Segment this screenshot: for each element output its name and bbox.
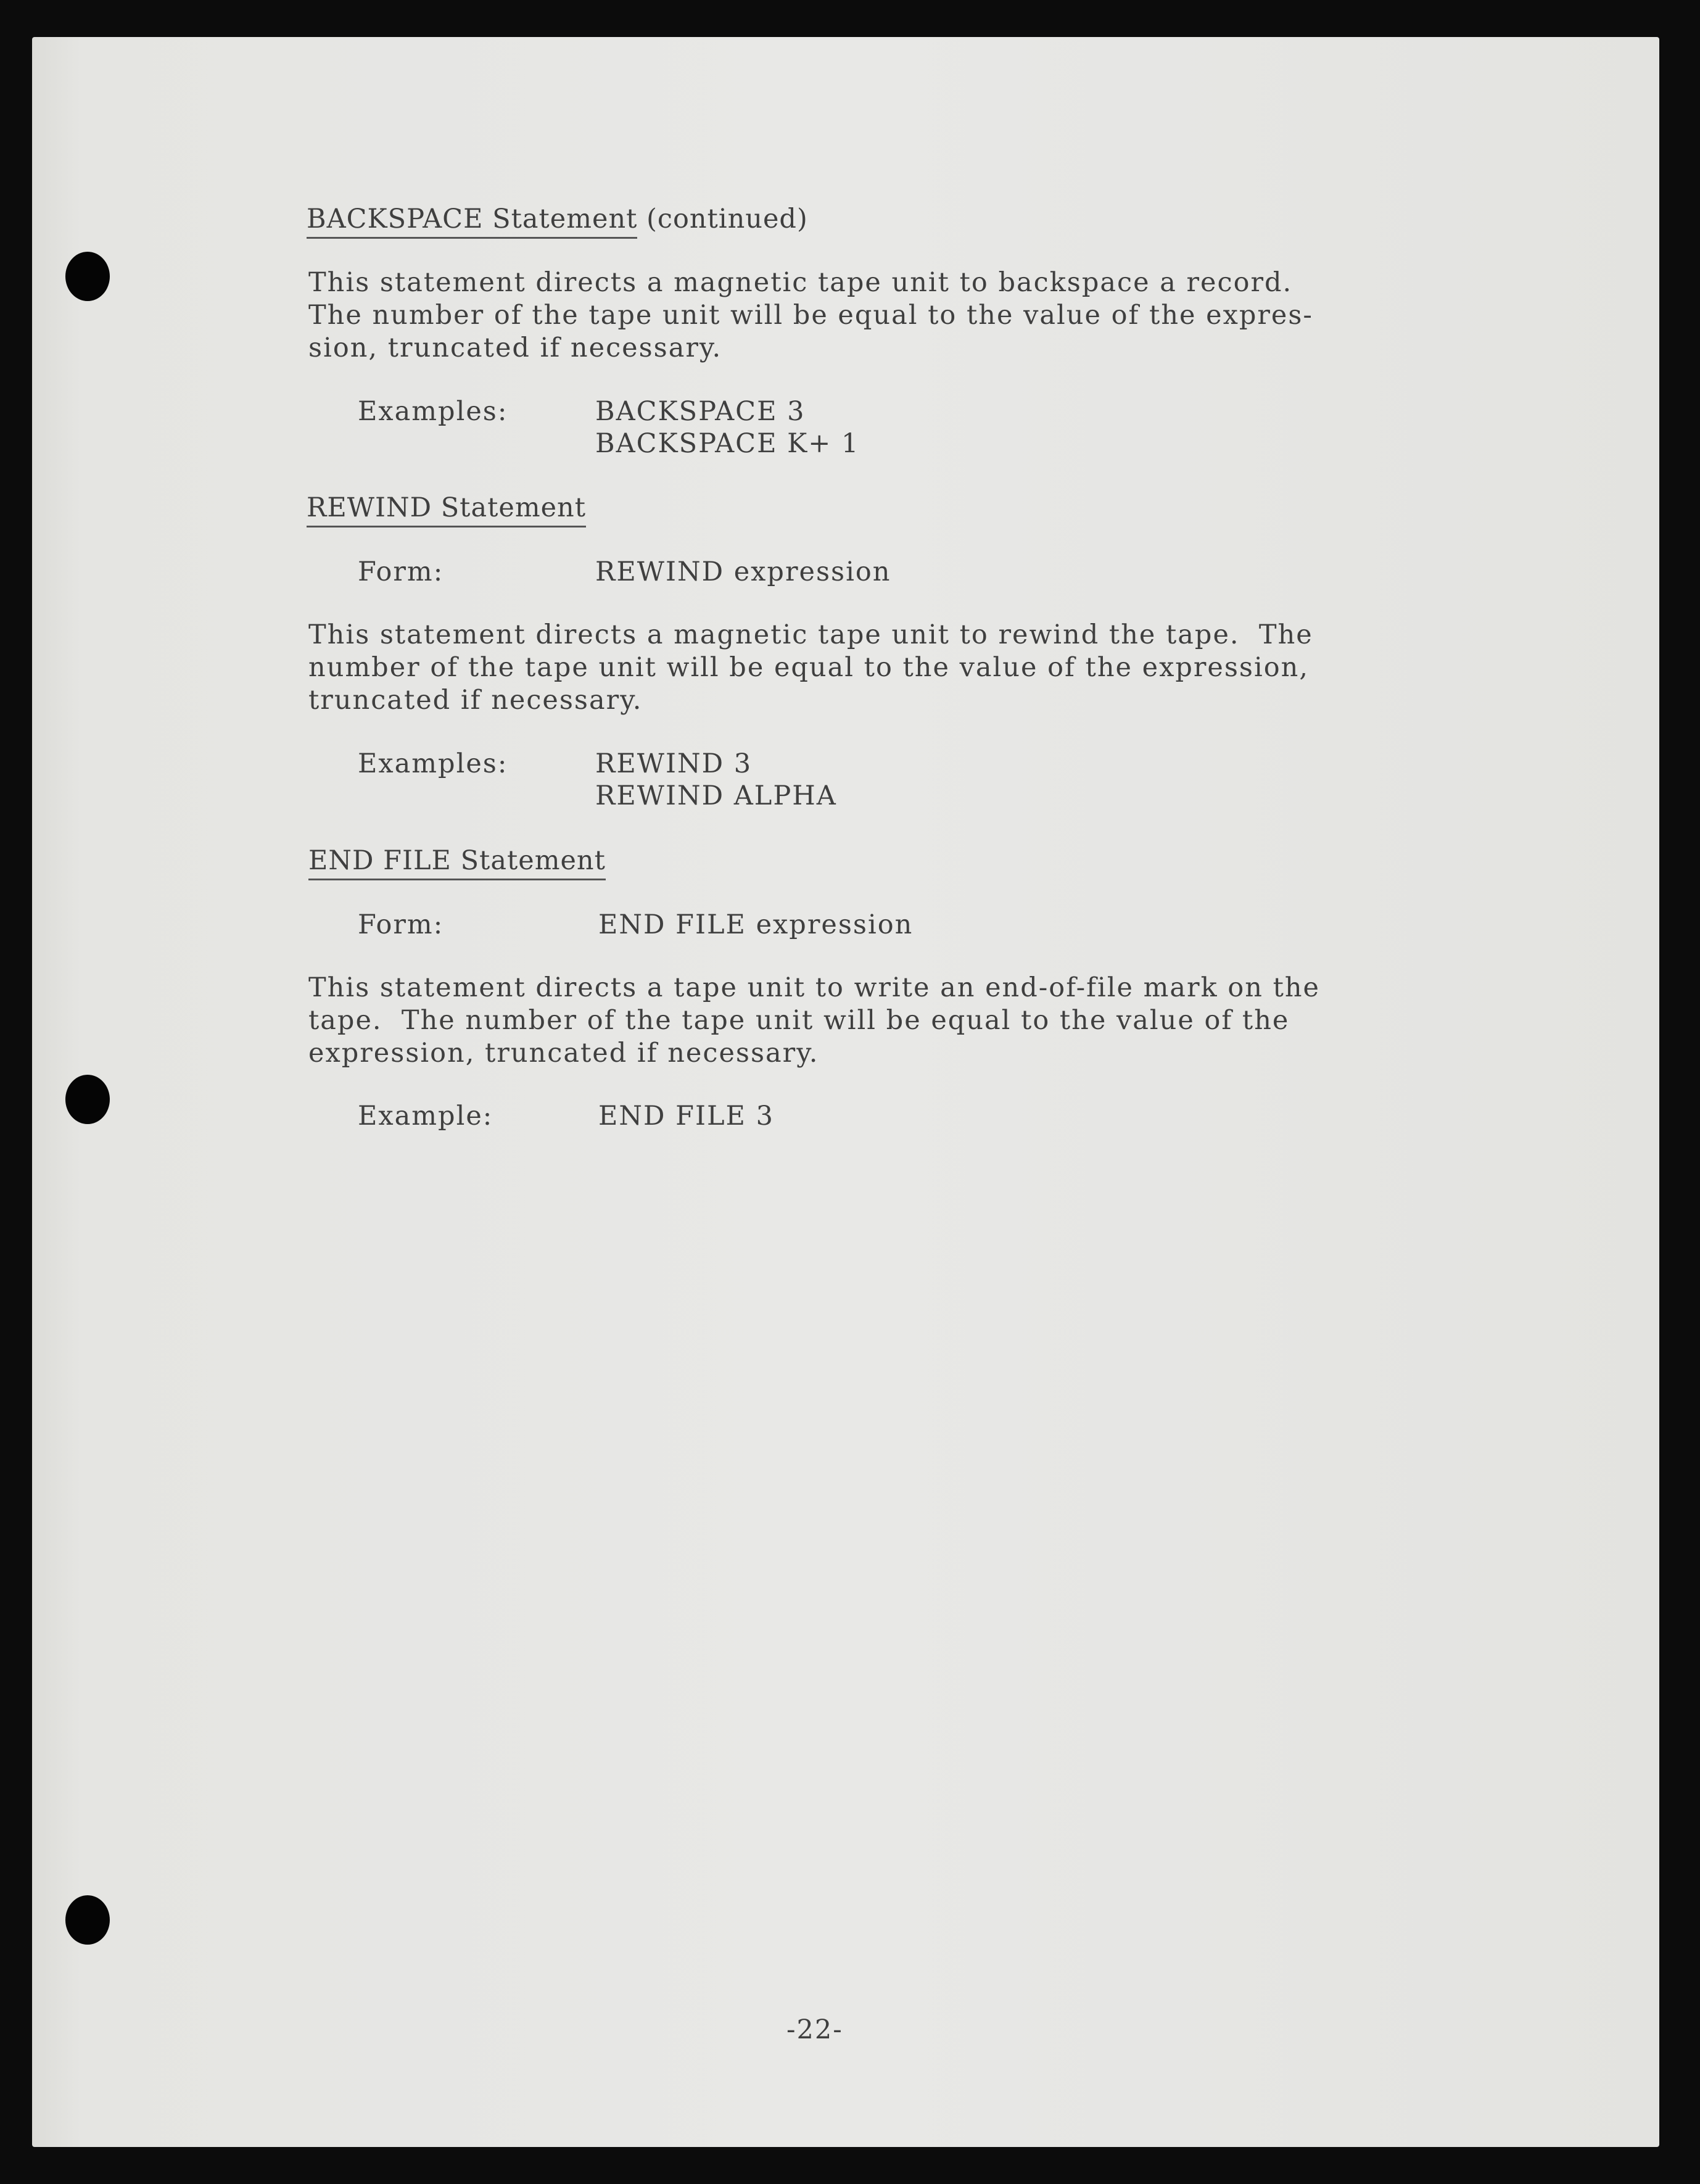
heading-title: BACKSPACE Statement (307, 204, 637, 239)
section-heading (307, 492, 586, 523)
punch-hole-top (65, 252, 110, 301)
description-paragraph (308, 267, 1313, 365)
example-code: BACKSPACE K+ 1 (595, 428, 860, 459)
example-code: END FILE 3 (598, 1101, 774, 1131)
examples-label: Examples: (358, 396, 508, 427)
form-label: Form: (358, 556, 444, 587)
paragraph-line: expression, truncated if necessary. (308, 1038, 819, 1069)
example-code: REWIND ALPHA (595, 780, 837, 811)
heading-suffix: (continued) (637, 204, 808, 234)
punch-hole-bottom (65, 1895, 110, 1945)
paragraph-line: number of the tape unit will be equal to the value of the expression, (308, 652, 1310, 683)
paragraph-line: This statement directs a magnetic tape unit to backspace a record. (308, 267, 1293, 298)
page-number: -22- (786, 2014, 843, 2045)
description-paragraph (308, 619, 1313, 717)
paragraph-line: tape. The number of the tape unit will be equal to the value of the (308, 1005, 1290, 1036)
paragraph-line: This statement directs a tape unit to write an end-of-file mark on the (308, 972, 1321, 1003)
section-heading (307, 204, 808, 234)
example-code: BACKSPACE 3 (595, 396, 806, 427)
paragraph-line: The number of the tape unit will be equal to the value of the expres- (308, 300, 1313, 331)
example-code: REWIND 3 (595, 748, 753, 779)
form-syntax: REWIND expression (595, 556, 891, 587)
example-label: Example: (358, 1101, 493, 1131)
heading-title: END FILE Statement (308, 845, 606, 880)
form-label: Form: (358, 909, 444, 940)
form-syntax: END FILE expression (598, 909, 914, 940)
heading-title: REWIND Statement (307, 492, 586, 527)
punch-hole-middle (65, 1075, 110, 1124)
examples-label: Examples: (358, 748, 508, 779)
description-paragraph (308, 972, 1320, 1070)
paragraph-line: This statement directs a magnetic tape unit to rewind the tape. The (308, 619, 1313, 650)
paragraph-line: truncated if necessary. (308, 685, 643, 716)
section-heading (308, 845, 606, 876)
paragraph-line: sion, truncated if necessary. (308, 333, 722, 363)
